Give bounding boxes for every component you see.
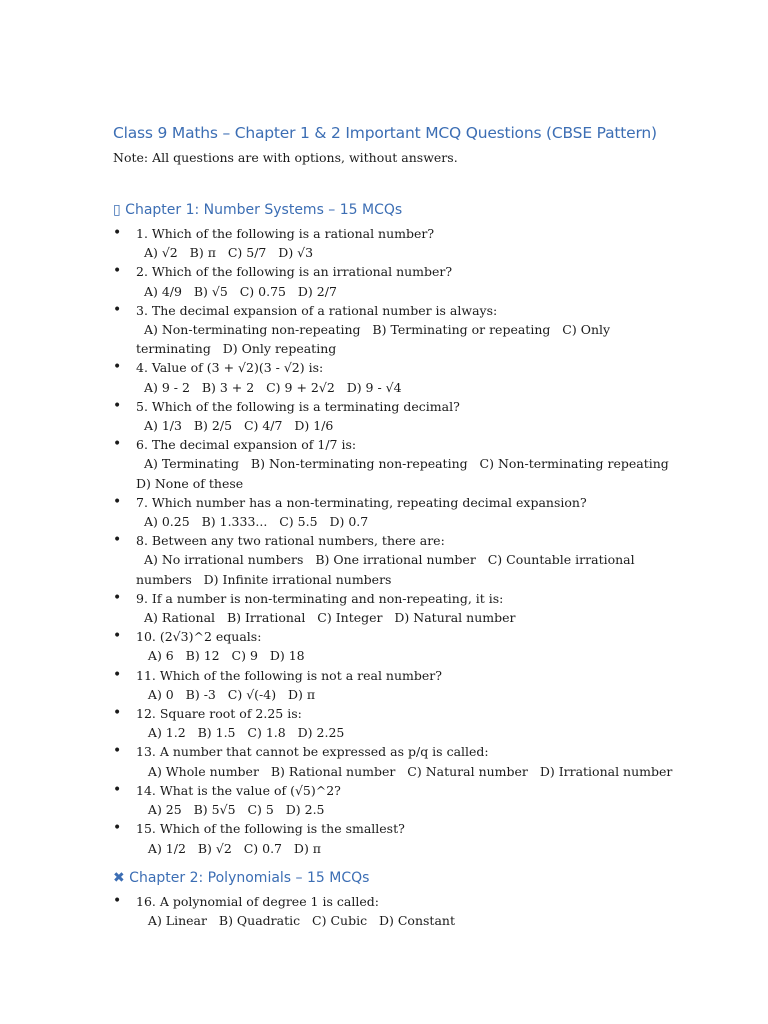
question-text: 9. If a number is non-terminating and non-repeating, it is: [136, 590, 504, 606]
question-options: A) Terminating B) Non-terminating non-repeating C) Non-terminating repeating D) None of these [136, 456, 681, 491]
question-options: A) No irrational numbers B) One irrational number C) Countable irrational numbers D) Infinite irrational numbers [136, 552, 639, 587]
question-item [113, 819, 673, 857]
question-item [113, 781, 673, 819]
question-text: 7. Which number has a non-terminating, repeating decimal expansion? [136, 494, 587, 510]
question-options: A) Non-terminating non-repeating B) Terminating or repeating C) Only terminating D) Only repeating [136, 322, 615, 357]
question-text: 1. Which of the following is a rational number? [136, 226, 435, 241]
question-options: A) Whole number B) Rational number C) Natural number D) Irrational number [136, 763, 673, 779]
question-text: 14. What is the value of (√5)^2? [136, 782, 341, 798]
bullet-marker: • [113, 359, 122, 376]
question-text: 5. Which of the following is a terminating decimal? [136, 398, 460, 414]
chapter-1-heading [113, 202, 402, 218]
question-text: 6. The decimal expansion of 1/7 is: [136, 437, 357, 453]
bullet-marker: • [113, 493, 122, 510]
chapter-1-question-list [113, 224, 681, 858]
question-text: 2. Which of the following is an irrational number? [136, 264, 453, 280]
question-item [113, 301, 673, 359]
question-options: A) √2 B) π C) 5/7 D) √3 [136, 245, 314, 261]
question-item [113, 892, 673, 930]
question-text: 11. Which of the following is not a real number? [136, 667, 442, 683]
question-options: A) 0 B) -3 C) √(-4) D) π [136, 686, 316, 702]
question-text: 8. Between any two rational numbers, there are: [136, 533, 445, 549]
question-text: 12. Square root of 2.25 is: [136, 706, 302, 722]
question-options: A) 9 - 2 B) 3 + 2 C) 9 + 2√2 D) 9 - √4 [136, 379, 402, 395]
note-text: Note: All questions are with options, without answers. [113, 150, 458, 165]
question-item [113, 627, 673, 665]
question-options: A) 6 B) 12 C) 9 D) 18 [136, 648, 305, 664]
bullet-marker: • [113, 263, 122, 280]
question-options: A) 1/3 B) 2/5 C) 4/7 D) 1/6 [136, 418, 334, 434]
missing-glyph-icon: ▯ [113, 202, 121, 218]
question-item [113, 262, 673, 300]
question-options: A) Linear B) Quadratic C) Cubic D) Constant [136, 913, 455, 929]
bullet-marker: • [113, 225, 122, 241]
question-item [113, 531, 673, 589]
question-item [113, 358, 673, 396]
bullet-marker: • [113, 743, 122, 760]
bullet-marker: • [113, 589, 122, 606]
question-item [113, 666, 673, 704]
bullet-marker: • [113, 436, 122, 453]
question-options: A) 1.2 B) 1.5 C) 1.8 D) 2.25 [136, 725, 345, 741]
bullet-marker: • [113, 781, 122, 798]
bullet-marker: • [113, 301, 122, 318]
question-options: A) 4/9 B) √5 C) 0.75 D) 2/7 [136, 283, 337, 299]
question-text: 10. (2√3)^2 equals: [136, 629, 262, 645]
bullet-marker: • [113, 820, 122, 837]
question-item [113, 704, 673, 742]
question-item [113, 589, 673, 627]
question-options: A) Rational B) Irrational C) Integer D) Natural number [136, 610, 516, 626]
question-item [113, 435, 681, 493]
question-text: 15. Which of the following is the smallest? [136, 821, 405, 837]
bullet-marker: • [113, 666, 122, 683]
question-options: A) 25 B) 5√5 C) 5 D) 2.5 [136, 802, 325, 818]
question-item [113, 224, 673, 262]
bullet-marker: • [113, 532, 122, 549]
bullet-marker: • [113, 705, 122, 722]
question-options: A) 0.25 B) 1.333... C) 5.5 D) 0.7 [136, 514, 369, 530]
question-text: 3. The decimal expansion of a rational number is always: [136, 302, 498, 318]
question-item [113, 742, 673, 780]
page-title: Class 9 Maths – Chapter 1 & 2 Important MCQ Questions (CBSE Pattern) [113, 124, 657, 142]
question-text: 4. Value of (3 + √2)(3 - √2) is: [136, 360, 324, 376]
question-text: 16. A polynomial of degree 1 is called: [136, 894, 379, 909]
question-options: A) 1/2 B) √2 C) 0.7 D) π [136, 840, 322, 856]
bullet-marker: • [113, 893, 122, 909]
chapter-2-question-list [113, 892, 673, 930]
question-item [113, 397, 673, 435]
chapter-2-heading: ✖ Chapter 2: Polynomials – 15 MCQs [113, 870, 370, 886]
question-text: 13. A number that cannot be expressed as p/q is called: [136, 744, 489, 760]
bullet-marker: • [113, 628, 122, 645]
question-item [113, 493, 673, 531]
bullet-marker: • [113, 397, 122, 414]
chapter-1-heading-text: Chapter 1: Number Systems – 15 MCQs [125, 202, 403, 218]
